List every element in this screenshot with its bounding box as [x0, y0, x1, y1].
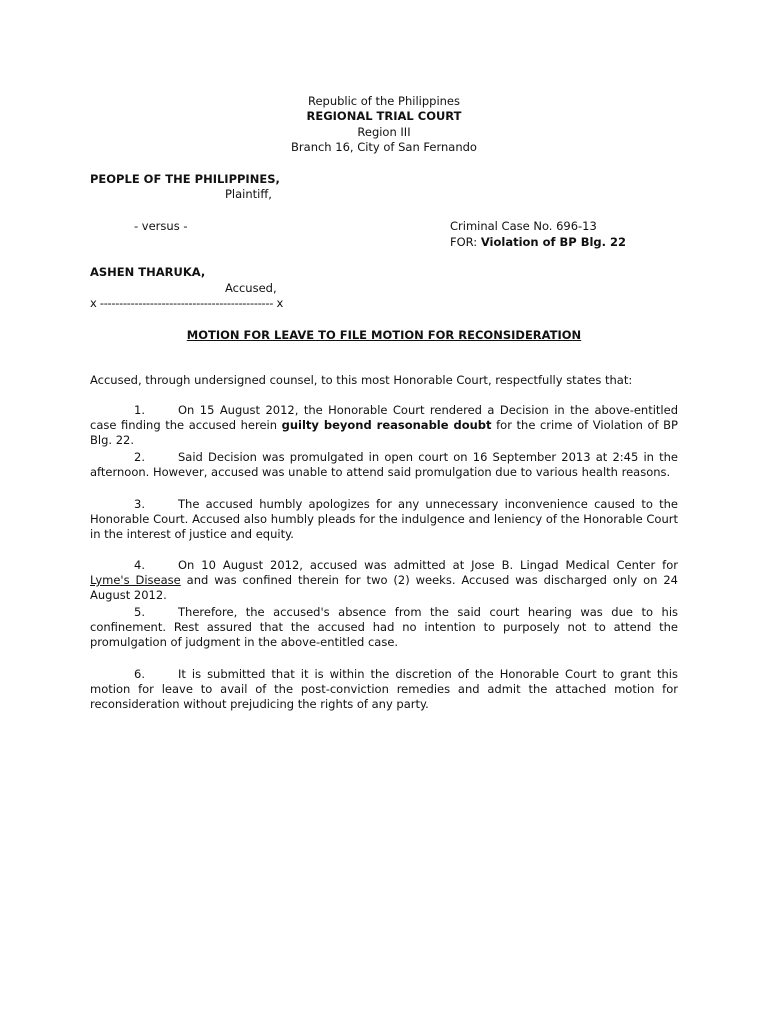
paragraph-5: 5. Therefore, the accused's absence from the said court hearing was due to his confinement. Rest assured that the accused had no intention to purposely not to attend the promulgation of judgment in the above-entitled case. — [90, 605, 678, 650]
case-offense — [450, 235, 626, 250]
disease-name: Lyme's Disease — [90, 573, 181, 588]
plaintiff-name: PEOPLE OF THE PHILIPPINES, — [90, 172, 280, 186]
paragraph-6: 6. It is submitted that it is within the discretion of the Honorable Court to grant this motion for leave to avail of the post-conviction remedies and admit the attached motion for reconsideration without prejudicing the rights of any party. — [90, 667, 678, 712]
branch-line: Branch 16, City of San Fernando — [291, 140, 477, 154]
accused-name: ASHEN THARUKA, — [90, 265, 206, 279]
paragraph-number: 1. — [134, 403, 145, 417]
paragraph-4: 4. On 10 August 2012, accused was admitted at Jose B. Lingad Medical Center for Lyme's Disease and was confined therein for two (2) weeks. Accused was discharged only on 24 August 2012. — [90, 558, 678, 603]
republic-line: Republic of the Philippines — [307, 94, 461, 108]
paragraph-number: 5. — [134, 605, 145, 619]
verdict-emphasis: guilty beyond reasonable doubt — [281, 418, 492, 433]
document-title: MOTION FOR LEAVE TO FILE MOTION FOR RECONSIDERATION — [186, 328, 582, 342]
paragraph-number: 2. — [134, 450, 145, 464]
region-line: Region III — [357, 125, 411, 139]
caption-divider: x --------------------------------------------- x — [90, 296, 283, 310]
for-label: FOR: — [450, 235, 478, 249]
offense-value: Violation of BP Blg. 22 — [480, 235, 627, 249]
paragraph-number: 4. — [134, 558, 145, 572]
accused-role: Accused, — [225, 281, 277, 295]
paragraph-3: 3. The accused humbly apologizes for any unnecessary inconvenience caused to the Honorable Court. Accused also humbly pleads for the indulgence and leniency of the Honorable Court in the interest of justice and equity. — [90, 497, 678, 542]
paragraph-number: 3. — [134, 497, 145, 511]
versus-label: - versus - — [134, 219, 188, 233]
paragraph-number: 6. — [134, 667, 145, 681]
intro-paragraph: Accused, through undersigned counsel, to this most Honorable Court, respectfully states that: — [90, 373, 633, 387]
paragraph-2: 2. Said Decision was promulgated in open court on 16 September 2013 at 2:45 in the afternoon. However, accused was unable to attend said promulgation due to various health reasons. — [90, 450, 678, 480]
court-name: REGIONAL TRIAL COURT — [306, 109, 462, 123]
paragraph-1: 1. On 15 August 2012, the Honorable Court rendered a Decision in the above-entitled case finding the accused herein guilty beyond reasonable doubt for the crime of Violation of BP Blg. 22. — [90, 403, 678, 448]
plaintiff-role: Plaintiff, — [225, 187, 272, 201]
case-number: Criminal Case No. 696-13 — [450, 219, 597, 233]
